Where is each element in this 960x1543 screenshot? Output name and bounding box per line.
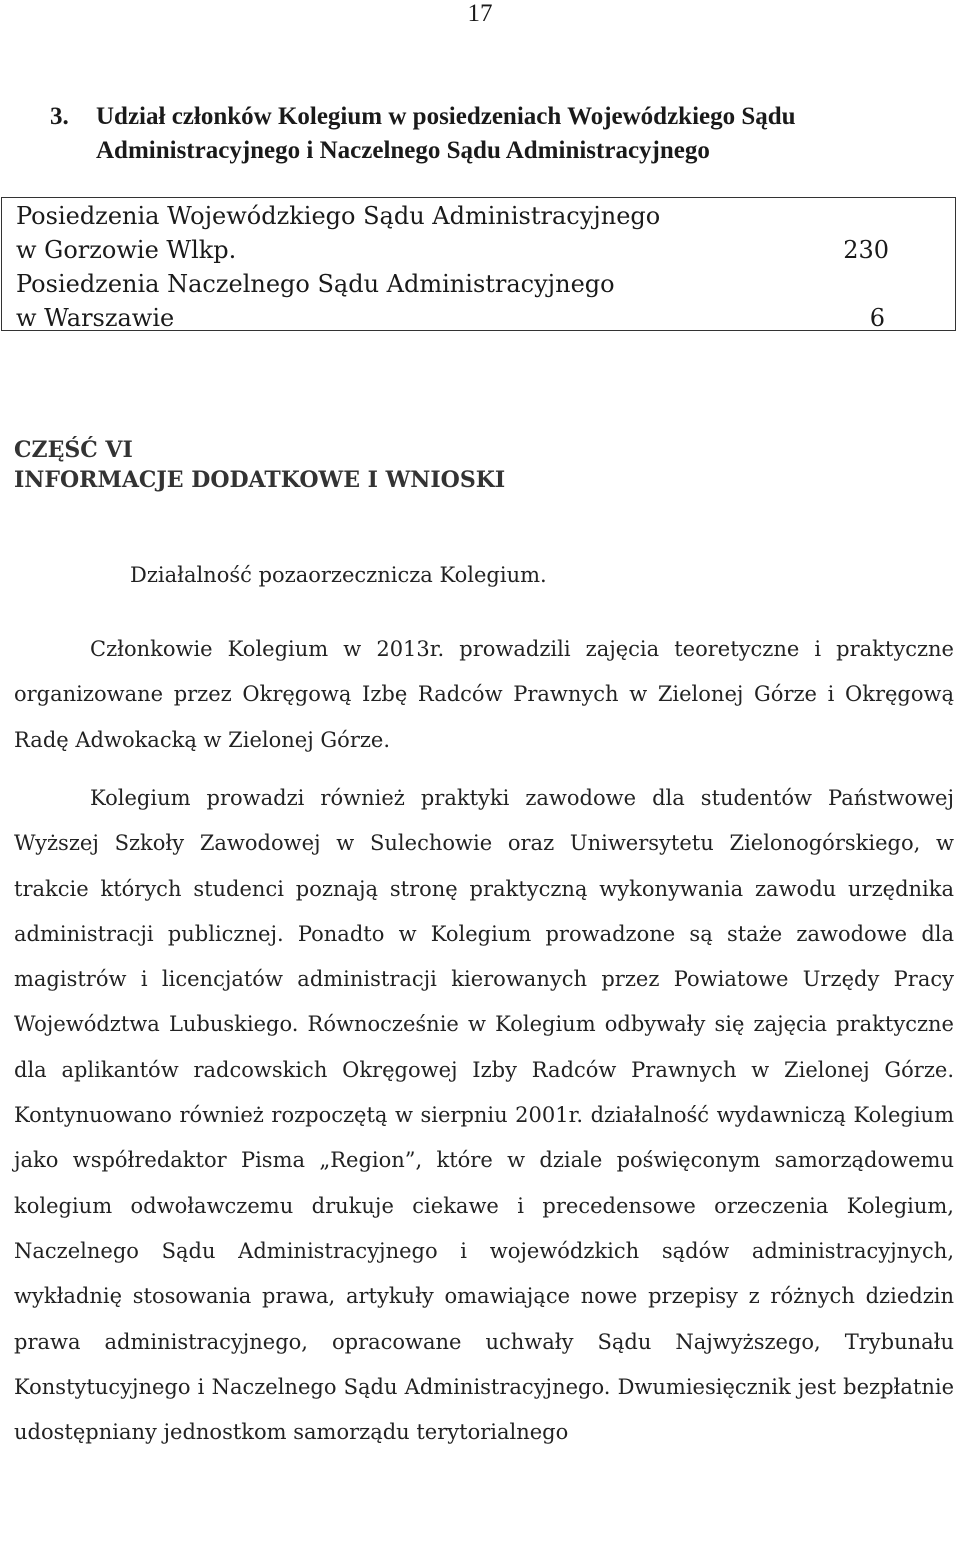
subheading: Działalność pozaorzecznicza Kolegium.	[130, 563, 547, 587]
paragraph: Członkowie Kolegium w 2013r. prowadzili zajęcia teoretyczne i praktyczne organizowane przez Okręgową Izbę Radców Prawnych w Zielonej Górze i Okręgową Radę Adwokacką w Zielonej Górze.	[14, 637, 954, 752]
row-value: 6	[869, 304, 885, 332]
hearings-table	[1, 197, 956, 331]
row-label-line-1: Posiedzenia Wojewódzkiego Sądu Administracyjnego	[16, 202, 661, 230]
section-title-line-1: Udział członków Kolegium w posiedzeniach Wojewódzkiego Sądu	[96, 103, 796, 130]
row-label-line-2: w Warszawie	[16, 304, 175, 332]
paragraph: Kolegium prowadzi również praktyki zawodowe dla studentów Państwowej Wyższej Szkoły Zawodowej w Sulechowie oraz Uniwersytetu Zielonogórskiego, w trakcie których studenci poznają stronę praktyczną wykonywania zawodu urzędnika administracji publicznej. Ponadto w Kolegium prowadzone są staże zawodowe dla magistrów i licencjatów administracji kierowanych przez Powiatowe Urzędy Pracy Województwa Lubuskiego. Równocześnie w Kolegium odbywały się zajęcia praktyczne dla aplikantów radcowskich Okręgowej Izby Radców Prawnych w Zielonej Górze. Kontynuowano również rozpoczętą w sierpniu 2001r. działalność wydawniczą Kolegium jako współredaktor Pisma „Region”, które w dziale poświęconym samorządowemu kolegium odwoławczemu drukuje ciekawe i precedensowe orzeczenia Kolegium, Naczelnego Sądu Administracyjnego i wojewódzkich sądów administracyjnych, wykładnię stosowania prawa, artykuły omawiające nowe przepisy z różnych dziedzin prawa administracyjnego, opracowane uchwały Sądu Najwyższego, Trybunału Konstytucyjnego i Naczelnego Sądu Administracyjnego. Dwumiesięcznik jest bezpłatnie udostępniany jednostkom samorządu terytorialnego	[14, 786, 954, 1445]
row-label-line-1: Posiedzenia Naczelnego Sądu Administracyjnego	[16, 270, 615, 298]
section-number: 3.	[50, 103, 69, 130]
row-value: 230	[843, 236, 889, 264]
table-row	[16, 267, 885, 335]
part-subtitle: INFORMACJE DODATKOWE I WNIOSKI	[14, 467, 506, 493]
section-title-line-2: Administracyjnego i Naczelnego Sądu Administracyjnego	[96, 137, 710, 164]
table-row	[16, 199, 889, 267]
page-number: 17	[467, 0, 493, 27]
section-heading-line-1	[50, 100, 940, 134]
section-heading	[50, 100, 940, 168]
part-title: CZĘŚĆ VI	[14, 437, 133, 463]
row-label-line-2: w Gorzowie Wlkp.	[16, 236, 237, 264]
